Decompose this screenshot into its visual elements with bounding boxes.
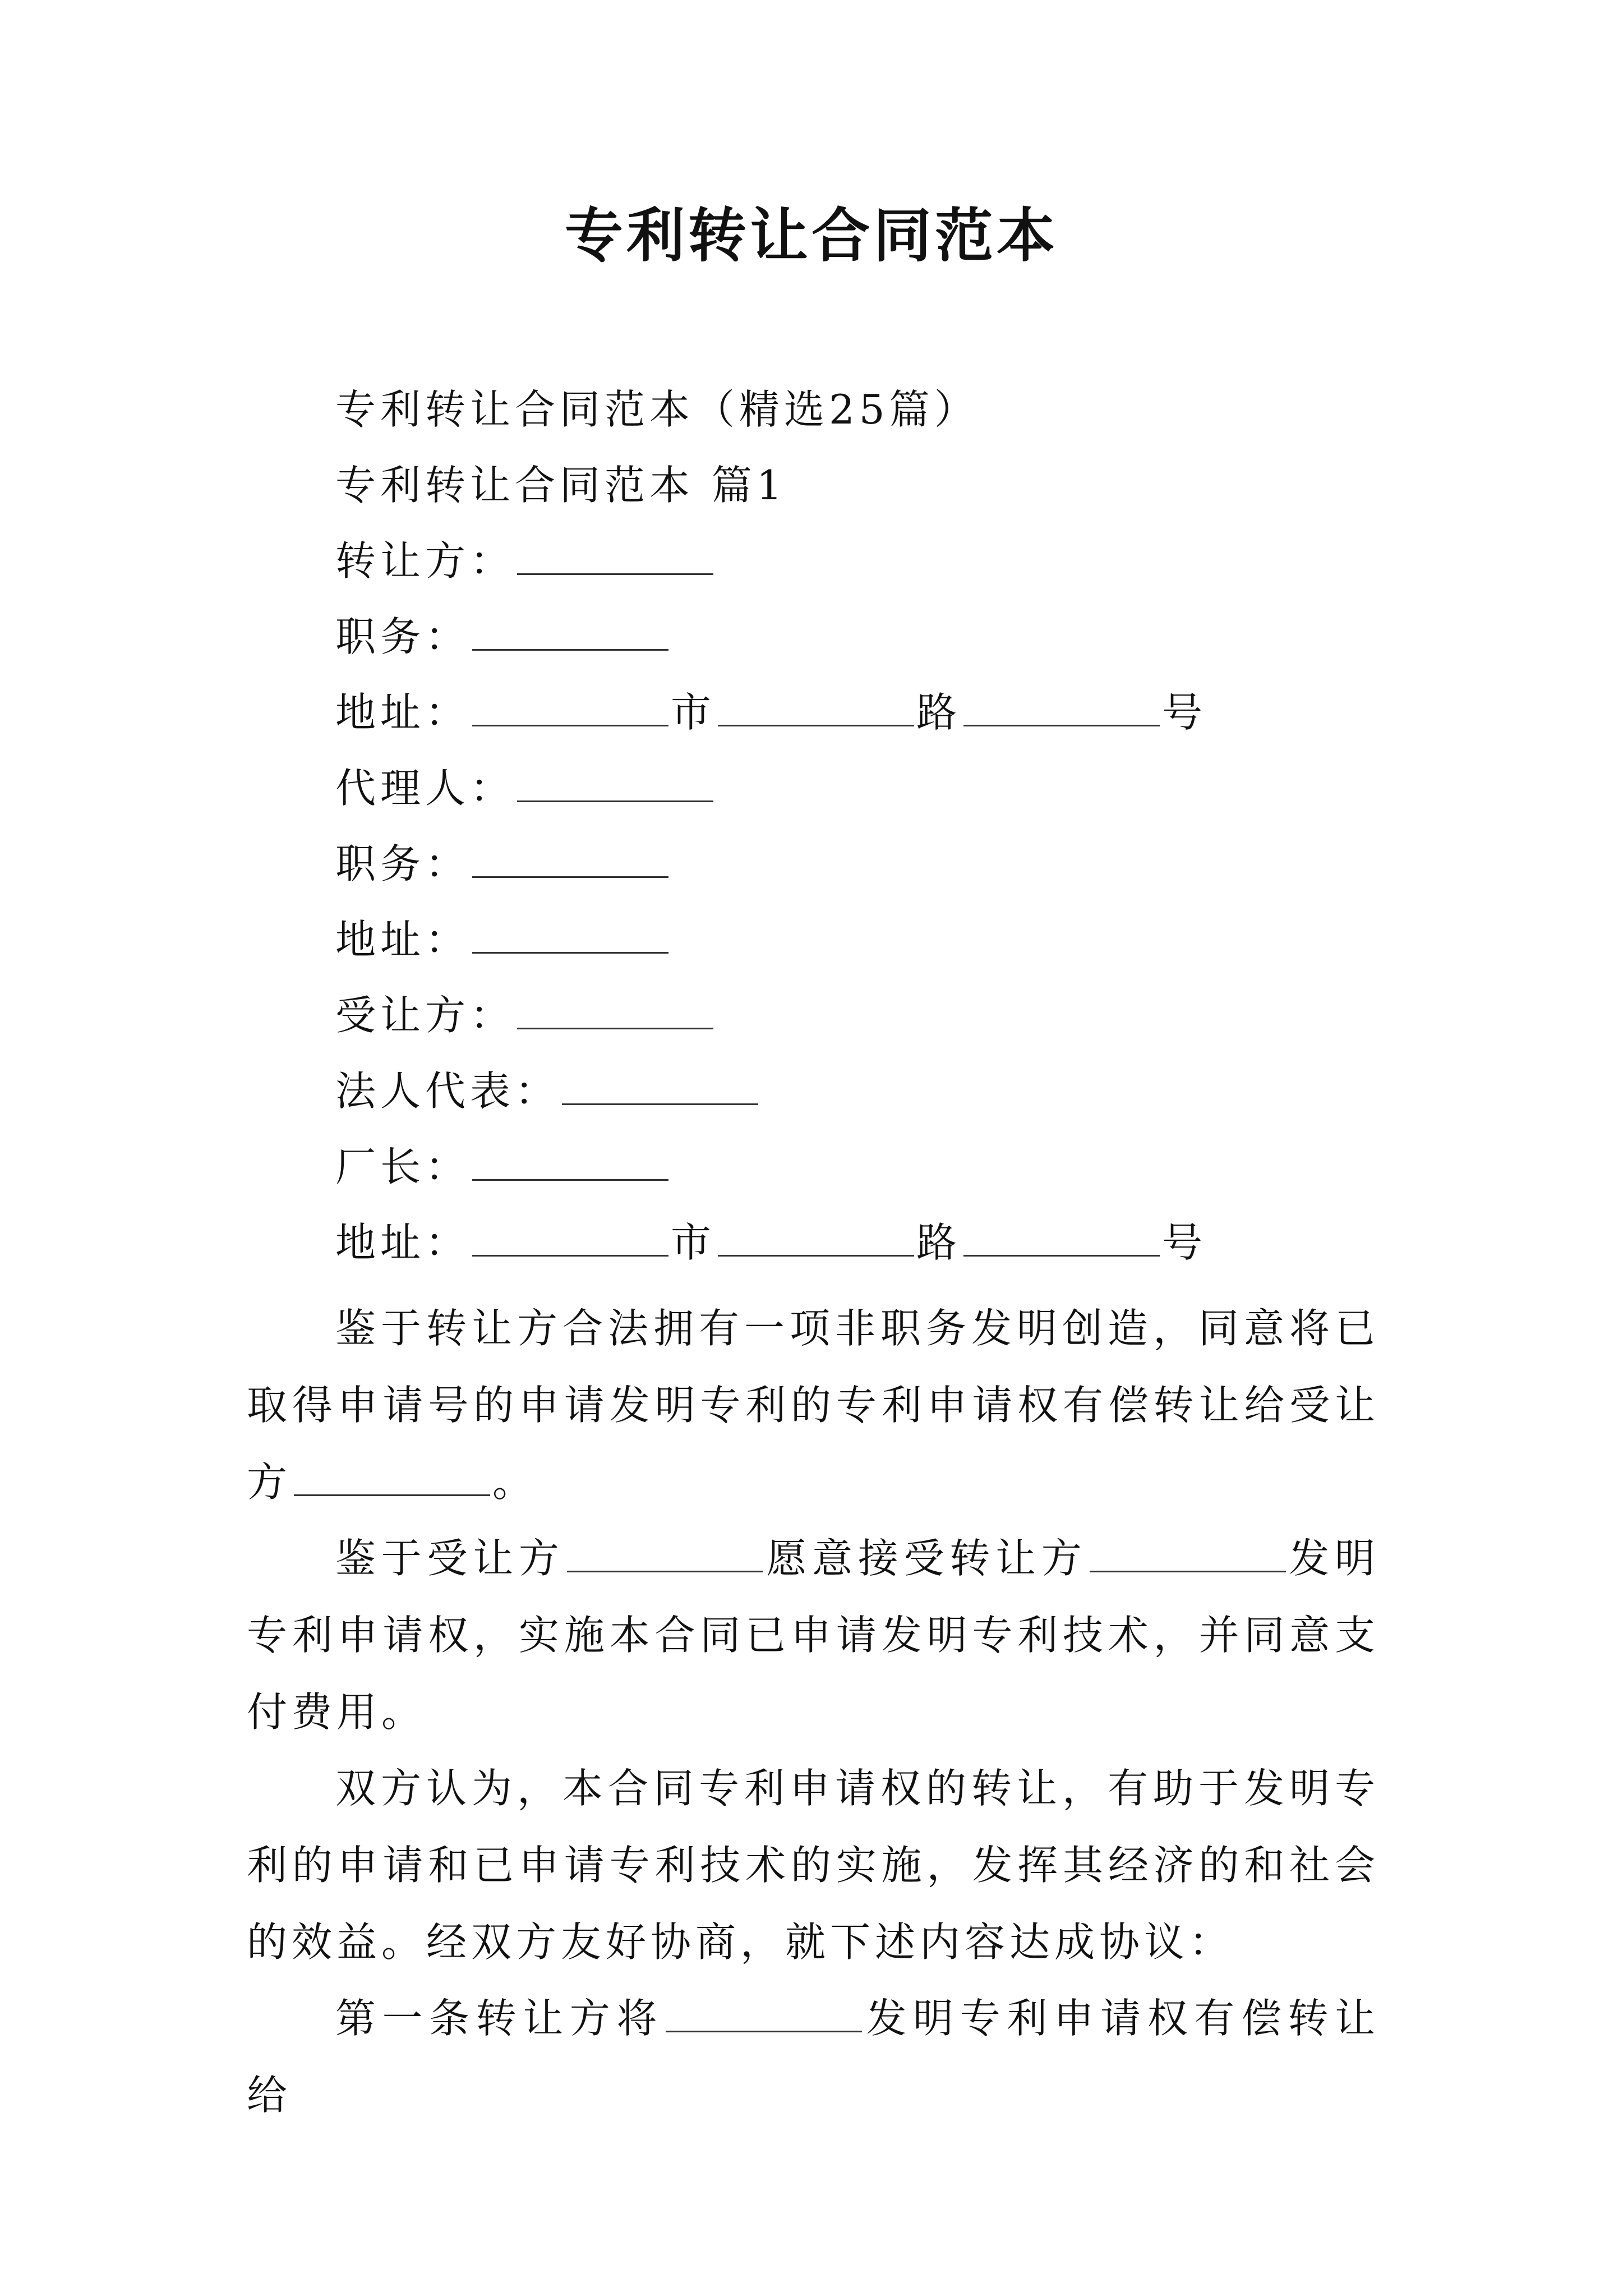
paragraph-1-text: 鉴于转让方合法拥有一项非职务发明创造，同意将已取得申请号的申请发明专利的专利申请权有偿转让给受让方	[247, 1305, 1380, 1506]
legal-rep-blank	[562, 1069, 758, 1105]
subtitle: 专利转让合同范本（精选25篇）	[335, 386, 979, 433]
transferor-label: 转让方：	[335, 537, 515, 585]
paragraph-4-text-b: 发明专利申请权有偿转让给	[247, 1995, 1380, 2119]
factory-director-label: 厂长：	[335, 1143, 471, 1190]
factory-director-line	[335, 1139, 671, 1195]
paragraph-4-blank	[666, 1996, 862, 2032]
position1-label: 职务：	[335, 613, 471, 660]
address1-city-blank	[472, 690, 668, 726]
address1-number-blank	[963, 690, 1160, 726]
paragraph-4	[247, 1980, 1380, 2134]
agent-line	[335, 760, 716, 816]
paragraph-1-blank	[294, 1460, 490, 1496]
paragraph-1-end: 。	[492, 1458, 538, 1506]
paragraph-2-text-c: 发明专利申请权，实施本合同已申请发明专利技术，并同意支付费用。	[247, 1535, 1380, 1736]
factory-director-blank	[472, 1144, 668, 1181]
address2-blank	[472, 917, 668, 954]
address3-label: 地址：	[335, 1219, 471, 1266]
address3-city-label: 市	[671, 1219, 716, 1266]
legal-rep-line	[335, 1063, 760, 1119]
paragraph-1	[247, 1290, 1380, 1521]
agent-label: 代理人：	[335, 765, 515, 812]
address3-number-label: 号	[1162, 1219, 1207, 1266]
paragraph-2-blank-b	[1090, 1536, 1286, 1572]
paragraph-2	[247, 1520, 1380, 1751]
paragraph-2-text-a: 鉴于受让方	[335, 1535, 565, 1582]
position2-blank	[472, 841, 668, 878]
address1-line	[335, 684, 1207, 740]
legal-rep-label: 法人代表：	[335, 1068, 560, 1115]
position1-line	[335, 609, 671, 665]
transferee-blank	[517, 993, 713, 1029]
paragraph-3: 双方认为，本合同专利申请权的转让，有助于发明专利的申请和已申请专利技术的实施，发挥其经济的和社会的效益。经双方友好协商，就下述内容达成协议：	[247, 1765, 1380, 1966]
transferor-line	[335, 533, 716, 589]
address2-label: 地址：	[335, 916, 471, 963]
position2-line	[335, 836, 671, 892]
paragraph-2-blank-a	[567, 1536, 763, 1572]
address1-label: 地址：	[335, 689, 471, 736]
address2-line	[335, 912, 671, 968]
position1-blank	[472, 614, 668, 651]
address1-city-label: 市	[671, 689, 716, 736]
address1-road-label: 路	[916, 689, 962, 736]
address3-city-blank	[472, 1220, 668, 1257]
paragraph-2-text-b: 愿意接受转让方	[765, 1535, 1087, 1582]
paragraph-4-text-a: 第一条转让方将	[335, 1995, 663, 2042]
transferor-blank	[517, 539, 713, 575]
address1-number-label: 号	[1162, 689, 1207, 736]
position2-label: 职务：	[335, 840, 471, 887]
address3-line	[335, 1214, 1207, 1271]
address3-number-blank	[963, 1220, 1160, 1257]
transferee-line	[335, 987, 716, 1043]
address3-road-label: 路	[916, 1219, 962, 1266]
address1-road-blank	[718, 690, 914, 726]
agent-blank	[517, 766, 713, 802]
document-title: 专利转让合同范本	[564, 201, 1058, 270]
address3-road-blank	[718, 1220, 914, 1257]
transferee-label: 受让方：	[335, 992, 515, 1039]
section-heading: 专利转让合同范本 篇1	[335, 462, 787, 509]
